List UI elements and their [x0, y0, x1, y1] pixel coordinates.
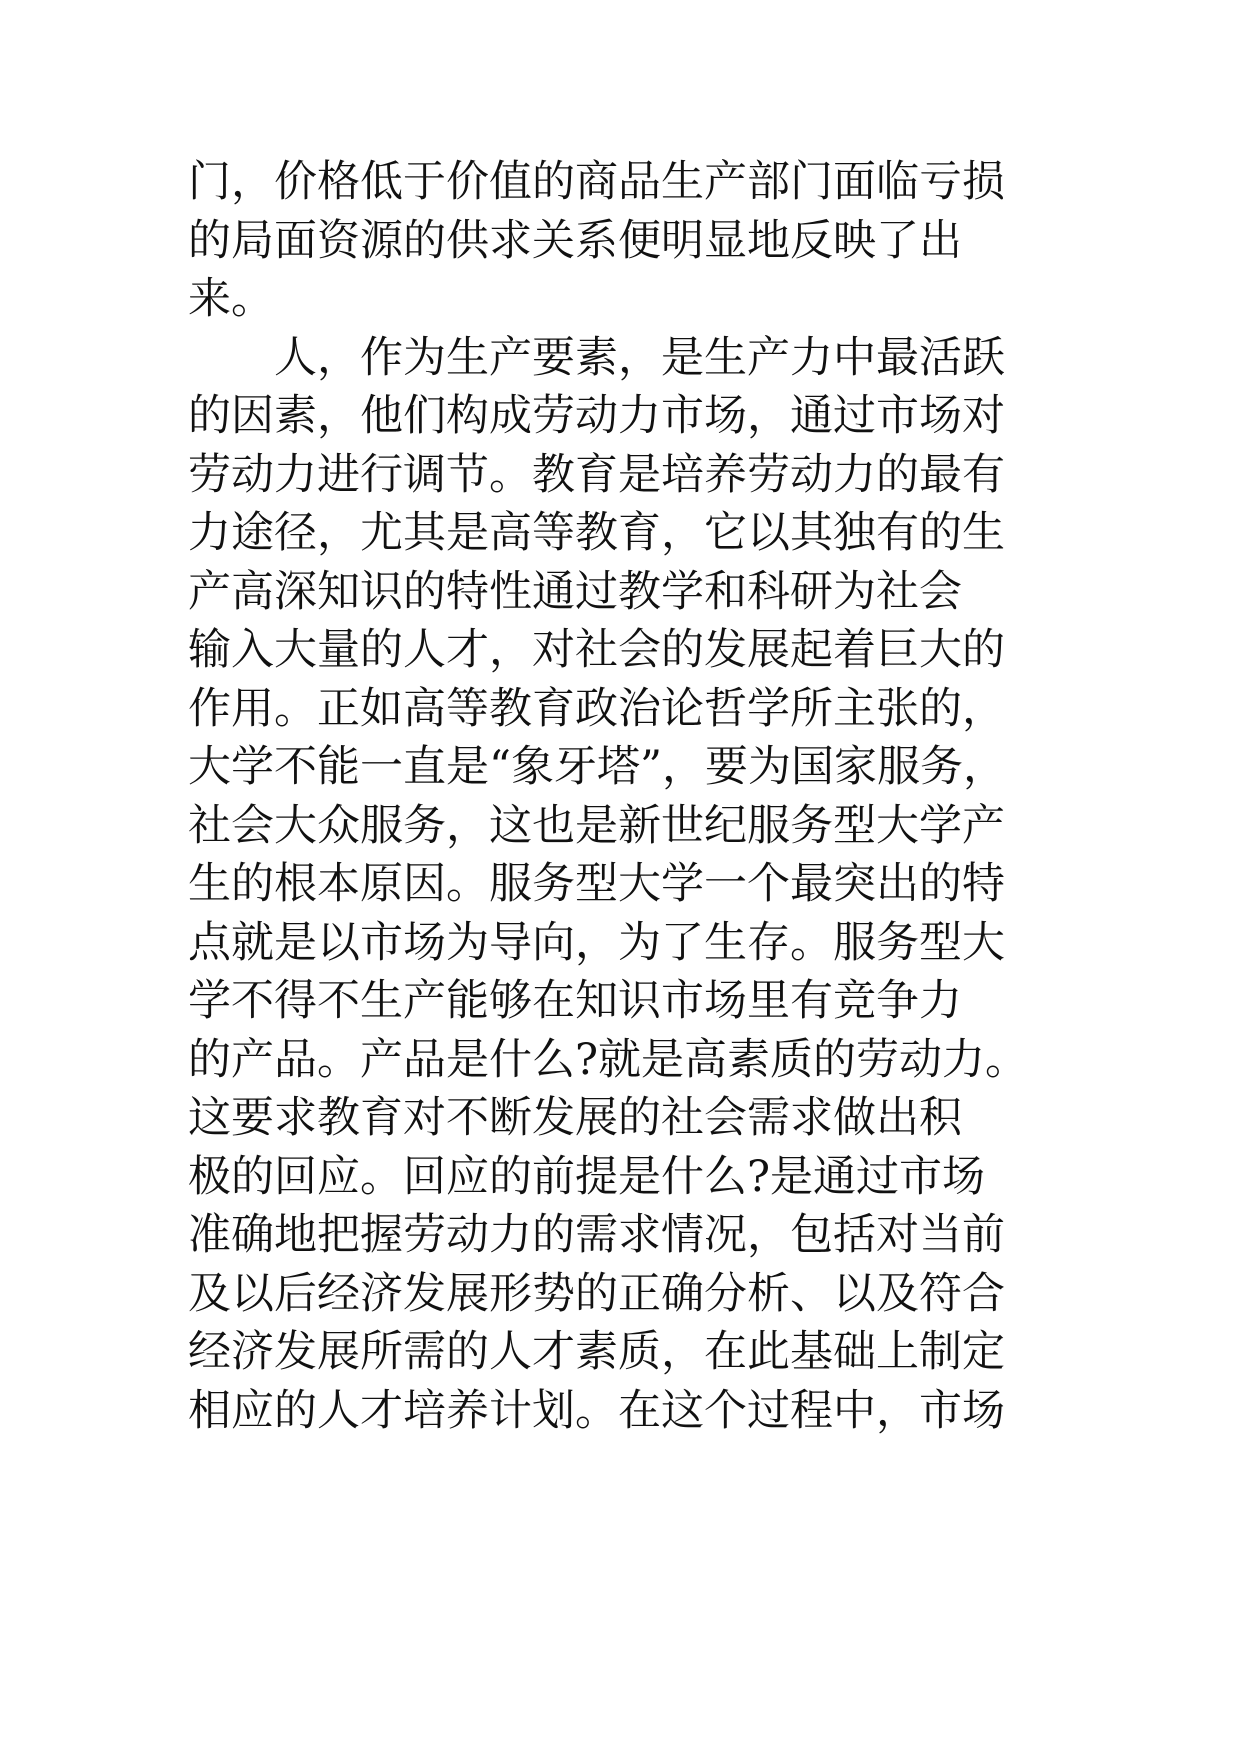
text-line: 的因素，他们构成劳动力市场，通过市场对	[188, 391, 1005, 441]
text-line: 产高深知识的特性通过教学和科研为社会	[188, 566, 962, 617]
text-line: 门，价格低于价值的商品生产部门面临亏损	[188, 157, 1005, 207]
text-line: 极的回应。回应的前提是什么?是通过市场	[188, 1151, 986, 1202]
text-line: 及以后经济发展形势的正确分析、以及符合	[188, 1268, 1005, 1319]
text-line: 作用。正如高等教育政治论哲学所主张的，	[188, 683, 1005, 734]
text-line: 力途径，尤其是高等教育，它以其独有的生	[188, 508, 1005, 558]
text-line: 经济发展所需的人才素质，在此基础上制定	[188, 1327, 1005, 1377]
text-line: 来。	[188, 274, 274, 324]
text-line: 学不得不生产能够在知识市场里有竞争力	[188, 976, 962, 1026]
text-line: 生的根本原因。服务型大学一个最突出的特	[188, 859, 1005, 909]
text-line: 这要求教育对不断发展的社会需求做出积	[188, 1093, 962, 1143]
text-line: 社会大众服务，这也是新世纪服务型大学产	[188, 800, 1005, 851]
text-line: 输入大量的人才，对社会的发展起着巨大的	[188, 625, 1005, 675]
text-line: 人，作为生产要素，是生产力中最活跃	[188, 332, 1005, 383]
text-line: 大学不能一直是“象牙塔”，要为国家服务，	[188, 742, 1006, 792]
body-text	[188, 153, 1088, 1440]
text-line: 劳动力进行调节。教育是培养劳动力的最有	[188, 449, 1005, 500]
text-line: 的产品。产品是什么?就是高素质的劳动力。	[188, 1034, 1029, 1085]
text-line: 相应的人才培养计划。在这个过程中，市场	[188, 1385, 1005, 1436]
text-line: 点就是以市场为导向，为了生存。服务型大	[188, 917, 1005, 968]
text-line: 的局面资源的供求关系便明显地反映了出	[188, 215, 962, 266]
text-line: 准确地把握劳动力的需求情况，包括对当前	[188, 1210, 1005, 1260]
